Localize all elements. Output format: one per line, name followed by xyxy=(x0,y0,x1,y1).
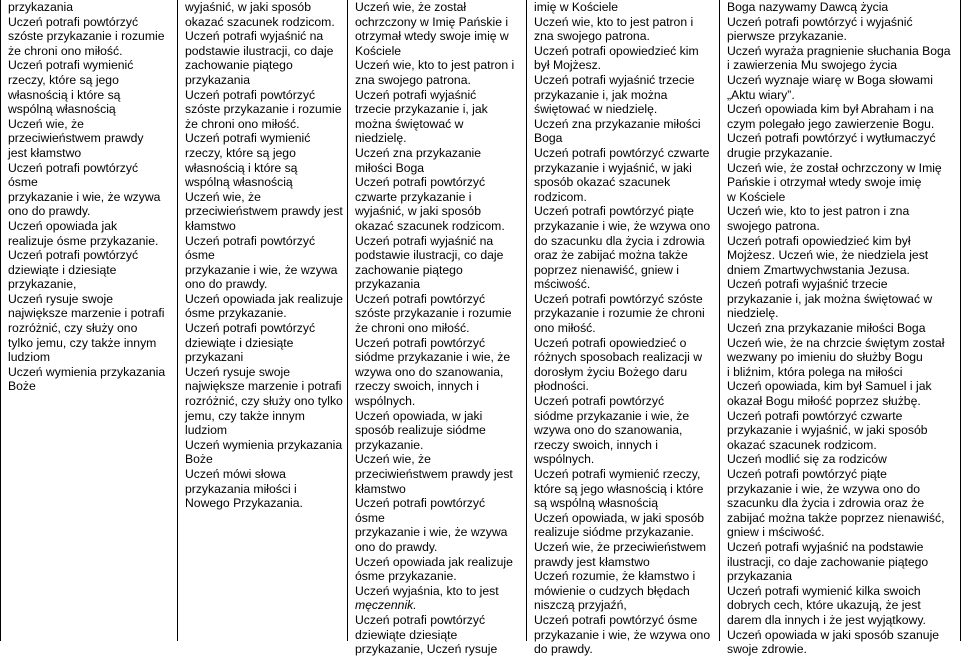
text-line: realizuje ósme przykazanie. xyxy=(8,233,159,248)
text-line: Uczeń opowiada jak realizuje xyxy=(355,554,513,569)
text-line: rozróżnić, czy służy ono xyxy=(8,321,138,336)
text-line: sposób realizuje siódme xyxy=(355,423,486,438)
text-line: okazał Bogu miłość poprzez służbę. xyxy=(727,394,921,409)
text-line: niszczą przyjaźń, xyxy=(534,598,627,613)
text-line: drugie przykazanie. xyxy=(727,145,833,160)
text-line: przykazania xyxy=(185,72,251,87)
text-line: wezwany po imieniu do służby Bogu xyxy=(727,350,923,365)
text-line: wspólnych. xyxy=(355,394,416,409)
text-line: Uczeń potrafi wymienić rzeczy, xyxy=(534,467,701,481)
text-line: Uczeń potrafi powtórzyć xyxy=(185,321,316,336)
text-line: Uczeń potrafi powtórzyć xyxy=(355,335,486,350)
text-line: w Kościele xyxy=(727,189,786,204)
text-line: darem dla innych i że jest wyjątkowy. xyxy=(727,612,926,627)
text-line: Uczeń potrafi wymienić kilka swoich xyxy=(727,583,921,598)
text-line: Uczeń potrafi powtórzyć czwarte xyxy=(534,145,710,160)
text-line: jemu, czy także innym xyxy=(185,408,305,423)
text-line: przykazanie i wie, że wzywa xyxy=(8,189,161,204)
text-line: imię w Kościele xyxy=(534,0,618,14)
text-line: Uczeń zna przykazanie miłości xyxy=(534,116,701,131)
text-line: przykazanie i wyjaśnić, w jaki sposób xyxy=(727,423,928,438)
text-line: Boże xyxy=(8,379,36,394)
text-line: Uczeń potrafi wyjaśnić trzecie xyxy=(534,72,695,87)
text-line: ludziom xyxy=(8,350,50,365)
text-line: siódme przykazanie i wie, że xyxy=(534,408,690,423)
text-line: ludziom xyxy=(185,423,227,438)
text-line: ilustracji, co daje zachowanie piątego xyxy=(727,554,929,569)
text-line: można świętować w xyxy=(355,116,464,131)
text-line: które są jego własnością i które xyxy=(534,481,704,496)
text-line: Uczeń wie, że xyxy=(355,452,431,467)
text-line: mówienie o cudzych błędach xyxy=(534,583,690,598)
table-column-3 xyxy=(347,0,526,657)
text-line: trzecie przykazanie i, jak xyxy=(355,102,488,117)
text-line: Uczeń wie, że xyxy=(8,116,84,131)
text-line: „Aktu wiary”. xyxy=(727,87,795,102)
text-line: zabijać można także poprzez nienawiść, xyxy=(727,510,945,525)
text-line: Uczeń potrafi wyjaśnić na xyxy=(355,233,494,248)
text-line: Uczeń wie, że na chrzcie świętym został xyxy=(727,335,945,350)
text-line: szacunku dla życia i zdrowia oraz że xyxy=(727,496,925,511)
text-line: wzywa ono do szanowania, xyxy=(534,423,683,438)
text-line: Uczeń opowiada kim był Abraham i na xyxy=(727,102,934,117)
text-line: Uczeń potrafi opowiedzieć kim był xyxy=(727,233,911,248)
text-line: Uczeń potrafi powtórzyć ósme xyxy=(534,612,698,627)
text-line: przykazania miłości i xyxy=(185,481,297,496)
text-line: Uczeń potrafi powtórzyć xyxy=(185,87,316,102)
text-line: wspólną własnością xyxy=(8,102,116,117)
text-line: okazać szacunek rodzicom. xyxy=(185,14,335,29)
text-line: Boże xyxy=(185,452,213,467)
text-line: Uczeń potrafi powtórzyć xyxy=(355,291,486,306)
text-line: Uczeń potrafi wymienić xyxy=(185,131,311,146)
text-line: szóste przykazanie i rozumie xyxy=(8,29,165,44)
text-line: Uczeń potrafi powtórzyć xyxy=(185,233,316,248)
text-line: Uczeń potrafi wyjaśnić na podstawie xyxy=(727,539,924,554)
text-line: Uczeń zna przykazanie xyxy=(355,145,481,160)
text-line: Uczeń rysuje swoje xyxy=(8,291,113,306)
text-line: był Mojżesz. xyxy=(534,58,602,73)
text-line: dobrych cech, które ukazują, że jest xyxy=(727,598,921,613)
text-line: siódme przykazanie i wie, że xyxy=(355,350,511,365)
text-line: ósme xyxy=(355,510,385,525)
table-column-4 xyxy=(526,0,719,657)
text-line: dniem Zmartwychwstania Jezusa. xyxy=(727,262,910,277)
text-line: i zawierzenia Mu swojego życia xyxy=(727,58,898,73)
text-line: ono miłość. xyxy=(534,321,596,336)
text-line: rzeczy swoich, innych i xyxy=(534,437,658,452)
text-line: wyjaśnić, w jaki sposób xyxy=(355,204,481,219)
text-line: Uczeń wymienia przykazania xyxy=(8,364,166,379)
text-line: niedzielę. xyxy=(727,306,779,321)
text-line: Uczeń opowiada w jaki sposób szanuje xyxy=(727,627,940,642)
text-line: wspólną własnością xyxy=(185,175,293,190)
text-line: Uczeń potrafi opowiedzieć kim xyxy=(534,43,699,58)
text-line: Uczeń potrafi wyjaśnić xyxy=(355,87,477,102)
text-line: niedzielę. xyxy=(355,131,407,146)
text-line: płodności. xyxy=(534,379,589,394)
text-line: Uczeń potrafi powtórzyć xyxy=(534,394,665,409)
text-line: przykazanie, xyxy=(8,277,77,292)
text-line: jest kłamstwo xyxy=(8,145,82,160)
text-line: największe marzenie i potrafi xyxy=(185,379,342,394)
text-line: Uczeń potrafi wyjaśnić na xyxy=(185,29,324,44)
text-line: Uczeń wie, że xyxy=(185,189,261,204)
text-line: przykazanie i wie, że wzywa ono do xyxy=(727,481,921,496)
text-line: Nowego Przykazania. xyxy=(185,496,303,511)
text-line: przeciwieństwem prawdy xyxy=(8,131,144,146)
text-line: przykazanie i, jak można świętować w xyxy=(727,291,933,306)
text-line: Uczeń potrafi opowiedzieć o xyxy=(534,335,687,350)
text-line: ósme xyxy=(8,175,38,190)
text-line: Uczeń modlić się za rodziców xyxy=(727,452,887,467)
text-line: Uczeń wie, kto to jest patron i zna xyxy=(727,204,910,219)
text-line: ósme przykazanie. xyxy=(185,306,287,321)
text-line: kłamstwo xyxy=(355,481,406,496)
text-line: Uczeń opowiada, w jaki xyxy=(355,408,483,423)
text-line: Uczeń zna przykazanie miłości Boga xyxy=(727,321,926,336)
text-line: swojego patrona. xyxy=(727,218,820,233)
text-line: że chroni ono miłość. xyxy=(8,43,123,58)
text-line: miłości Boga xyxy=(355,160,425,175)
text-line: okazać szacunek rodzicom. xyxy=(355,218,505,233)
text-line: czwarte przykazanie i xyxy=(355,189,472,204)
text-line: Uczeń wie, że został ochrzczony w Imię xyxy=(727,160,942,175)
text-line: przykazania xyxy=(727,569,793,584)
text-line: Uczeń potrafi powtórzyć xyxy=(8,248,139,263)
text-line: przykazanie i wie, że wzywa ono xyxy=(534,627,711,642)
text-line: zna swojego patrona. xyxy=(355,72,471,87)
text-line: Uczeń potrafi powtórzyć czwarte xyxy=(727,408,903,423)
text-line: męczennik. xyxy=(355,598,417,613)
text-line: zna swojego patrona. xyxy=(534,29,650,44)
text-line: ósme przykazanie. xyxy=(355,569,457,584)
text-line: Uczeń wie, że został xyxy=(355,0,467,14)
text-line: i bliźnim, która polega na miłości xyxy=(727,364,903,379)
text-line: przykazanie. xyxy=(355,437,424,452)
text-line: dorosłym życiu Bożego daru xyxy=(534,364,688,379)
text-line: prawdy jest kłamstwo xyxy=(534,554,650,569)
text-line: szóste przykazanie i rozumie xyxy=(355,306,512,321)
text-line: ósme xyxy=(185,248,215,263)
text-line: Uczeń opowiada, w jaki sposób xyxy=(534,510,705,525)
text-line: czym polegało jego zawierzenie Bogu. xyxy=(727,116,935,131)
text-line: Uczeń wyraża pragnienie słuchania Boga xyxy=(727,43,951,58)
text-line: rozróżnić, czy służy ono tylko xyxy=(185,394,343,409)
text-line: mściwość. xyxy=(534,277,591,292)
text-line: Uczeń potrafi wymienić xyxy=(8,58,134,73)
text-line: różnych sposobach realizacji w xyxy=(534,350,702,365)
text-line: podstawie ilustracji, co daje xyxy=(185,43,334,58)
text-line: gniew i mściwość. xyxy=(727,525,825,540)
text-line: do szacunku dla życia i zdrowia xyxy=(534,233,705,248)
text-line: Uczeń potrafi powtórzyć xyxy=(355,175,486,190)
text-line: rzeczy swoich, innych i xyxy=(355,379,479,394)
text-line: przykazania xyxy=(8,0,74,14)
text-line: Uczeń potrafi powtórzyć xyxy=(355,496,486,511)
text-line: Uczeń wie, kto to jest patron i xyxy=(534,14,694,29)
text-line: Uczeń wie, kto to jest patron i xyxy=(355,58,515,73)
text-line: wzywa ono do szanowania, xyxy=(355,364,504,379)
text-line: dziewiąte i dziesiąte xyxy=(185,335,294,350)
table-column-5 xyxy=(719,0,960,657)
text-line: przykazanie i wie, że wzywa ono xyxy=(534,218,711,233)
text-line: ono do prawdy. xyxy=(355,539,438,554)
text-line: że chroni ono miłość. xyxy=(355,321,470,336)
text-line: Uczeń potrafi powtórzyć xyxy=(8,160,139,175)
text-line: przykazanie i rozumie że chroni xyxy=(534,306,705,321)
text-line: Uczeń wie, że przeciwieństwem xyxy=(534,539,707,554)
text-line: Uczeń opowiada jak xyxy=(8,218,118,233)
text-line: dziewiąte i dziesiąte xyxy=(8,262,117,277)
text-line: szóste przykazanie i rozumie xyxy=(185,102,342,117)
text-line: sposób okazać szacunek xyxy=(534,175,671,190)
table-column-2 xyxy=(177,0,347,641)
text-line: Uczeń potrafi powtórzyć piąte xyxy=(727,467,887,481)
text-line: Uczeń mówi słowa xyxy=(185,467,286,481)
text-line: Uczeń wyznaje wiarę w Boga słowami xyxy=(727,72,933,87)
text-line: przykazanie i wie, że wzywa xyxy=(185,262,338,277)
text-line: podstawie ilustracji, co daje xyxy=(355,248,504,263)
text-line: pierwsze przykazanie. xyxy=(727,29,847,44)
text-line: tylko jemu, czy także innym xyxy=(8,335,157,350)
text-line: Uczeń opowiada, kim był Samuel i jak xyxy=(727,379,932,394)
text-line: Boga nazywamy Dawcą życia xyxy=(727,0,889,14)
text-line: Uczeń potrafi powtórzyć piąte xyxy=(534,204,694,219)
text-line: Boga xyxy=(534,131,563,146)
text-line: przykazanie i, jak można xyxy=(534,87,668,102)
text-line: rodzicom. xyxy=(534,189,587,204)
text-line: Kościele xyxy=(355,43,402,58)
text-line: przeciwieństwem prawdy jest xyxy=(185,204,343,219)
text-line: Uczeń potrafi powtórzyć xyxy=(8,14,139,29)
text-line: Uczeń rysuje swoje xyxy=(185,364,290,379)
text-line: przykazanie, Uczeń rysuje xyxy=(355,642,498,657)
text-line: przykazanie i wyjaśnić, w jaki xyxy=(534,160,692,175)
text-line: Mojżesz. Uczeń wie, że niedziela jest xyxy=(727,248,929,263)
text-line: Uczeń rozumie, że kłamstwo i xyxy=(534,569,696,584)
text-line: zachowanie piątego xyxy=(185,58,293,73)
text-line: otrzymał wtedy swoje imię w xyxy=(355,29,509,44)
text-line: Uczeń potrafi wyjaśnić trzecie xyxy=(727,277,888,292)
text-line: zachowanie piątego xyxy=(355,262,463,277)
text-line: rzeczy, które są jego xyxy=(8,72,119,87)
text-line: Uczeń potrafi powtórzyć xyxy=(355,612,486,627)
text-line: ono do prawdy. xyxy=(185,277,268,292)
text-line: okazać szacunek rodzicom. xyxy=(727,437,877,452)
text-line: swoje zdrowie. xyxy=(727,642,807,657)
text-line: Uczeń potrafi powtórzyć i wytłumaczyć xyxy=(727,131,936,146)
text-line: największe marzenie i potrafi xyxy=(8,306,165,321)
text-line: rzeczy, które są jego xyxy=(185,145,296,160)
text-line: przeciwieństwem prawdy jest xyxy=(355,467,513,481)
text-line: Uczeń potrafi powtórzyć szóste xyxy=(534,291,703,306)
text-line: przykazanie i wie, że wzywa xyxy=(355,525,508,540)
text-line: ono do prawdy. xyxy=(8,204,91,219)
text-line: poprzez nienawiść, gniew i xyxy=(534,262,679,277)
text-line: Pańskie i otrzymał wtedy swoje imię xyxy=(727,175,922,190)
text-line: są wspólną własnością xyxy=(534,496,658,511)
text-line: dziewiąte dziesiąte xyxy=(355,627,458,642)
text-line: że chroni ono miłość. xyxy=(185,116,300,131)
text-line: wyjaśnić, w jaki sposób xyxy=(185,0,311,14)
table-column-1 xyxy=(0,0,177,641)
text-line: kłamstwo xyxy=(185,218,236,233)
text-line: własnością i które są xyxy=(8,87,121,102)
text-line: do prawdy. xyxy=(534,642,593,657)
text-line: Uczeń wyjaśnia, kto to jest xyxy=(355,583,499,598)
text-line: przykazania xyxy=(355,277,421,292)
text-line: Uczeń wymienia przykazania xyxy=(185,437,343,452)
text-line: Uczeń opowiada jak realizuje xyxy=(185,291,343,306)
text-line: przykazani xyxy=(185,350,244,365)
text-line: ochrzczony w Imię Pańskie i xyxy=(355,14,509,29)
text-line: Uczeń potrafi powtórzyć i wyjaśnić xyxy=(727,14,913,29)
text-line: wspólnych. xyxy=(534,452,595,467)
text-line: oraz że zabijać można także xyxy=(534,248,688,263)
text-line: świętować w niedzielę. xyxy=(534,102,658,117)
text-line: własnością i które są xyxy=(185,160,298,175)
text-line: realizuje siódme przykazanie. xyxy=(534,525,694,540)
